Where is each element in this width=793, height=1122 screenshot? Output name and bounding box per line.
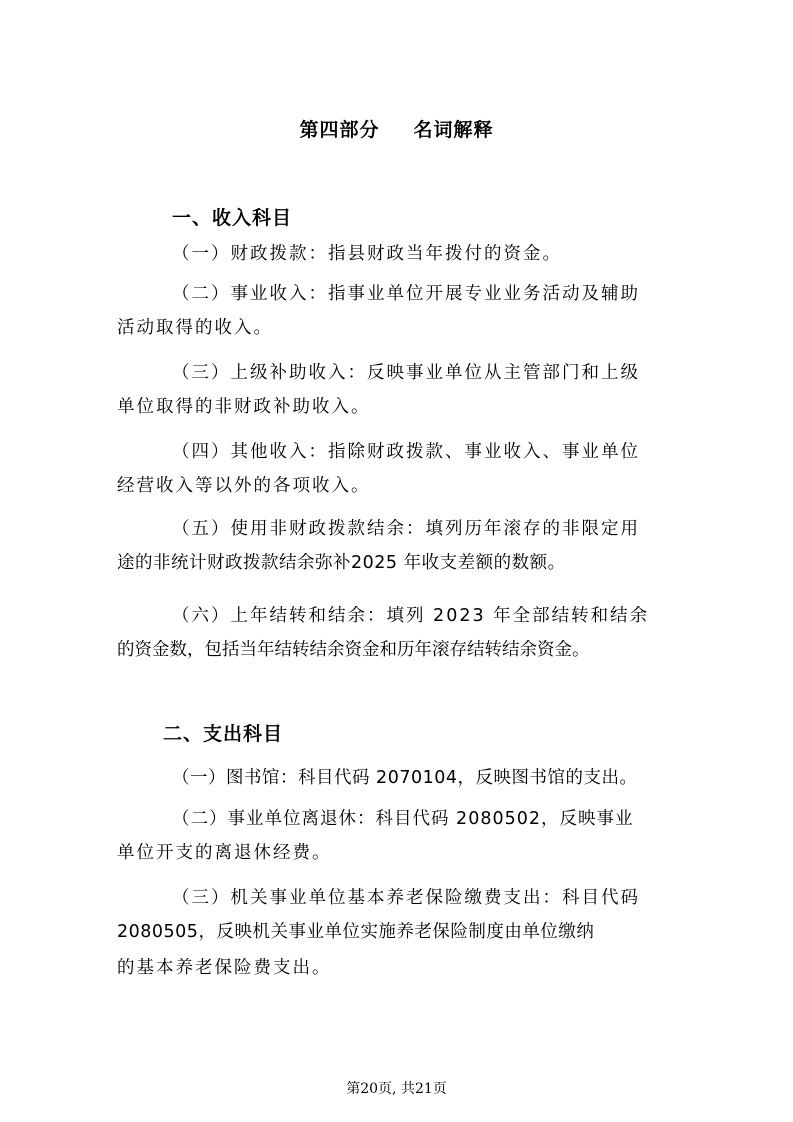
paragraph-line: （一）财政拨款：指县财政当年拨付的资金。 bbox=[172, 244, 562, 264]
paragraph-line: （四）其他收入：指除财政拨款、事业收入、事业单位 bbox=[172, 442, 640, 462]
paragraph-line: 经营收入等以外的各项收入。 bbox=[117, 476, 371, 496]
paragraph-line: 单位开支的离退休经费。 bbox=[117, 843, 332, 863]
paragraph-line: 途的非统计财政拨款结余弥补2025 年收支差额的数额。 bbox=[117, 553, 566, 573]
paragraph-line: （一）图书馆：科目代码 2070104，反映图书馆的支出。 bbox=[172, 768, 638, 788]
paragraph-line: 的基本养老保险费支出。 bbox=[117, 958, 332, 978]
paragraph-line: （五）使用非财政拨款结余：填列历年滚存的非限定用 bbox=[172, 519, 640, 539]
section-heading-income: 一、收入科目 bbox=[172, 207, 293, 229]
paragraph-line: 单位取得的非财政补助收入。 bbox=[117, 397, 371, 417]
title-part: 第四部分 bbox=[299, 119, 380, 141]
paragraph-line: （三）机关事业单位基本养老保险缴费支出：科目代码 bbox=[172, 888, 640, 908]
page-title bbox=[0, 115, 793, 142]
page-number: 第20页, 共21页 bbox=[346, 1081, 447, 1097]
paragraph-line: （二）事业单位离退休：科目代码 2080502，反映事业 bbox=[172, 809, 634, 829]
paragraph-line: （六）上年结转和结余：填列 2023 年全部结转和结余 bbox=[172, 606, 650, 626]
section-heading-expense: 二、支出科目 bbox=[163, 723, 284, 745]
paragraph-line: 活动取得的收入。 bbox=[117, 318, 273, 338]
paragraph-line: （二）事业收入：指事业单位开展专业业务活动及辅助 bbox=[172, 284, 640, 304]
paragraph-line: 的资金数，包括当年结转结余资金和历年滚存结转结余资金。 bbox=[117, 640, 590, 660]
title-name: 名词解释 bbox=[413, 119, 494, 141]
paragraph-line: 2080505，反映机关事业单位实施养老保险制度由单位缴纳 bbox=[117, 922, 595, 942]
paragraph-line: （三）上级补助收入：反映事业单位从主管部门和上级 bbox=[172, 363, 640, 383]
